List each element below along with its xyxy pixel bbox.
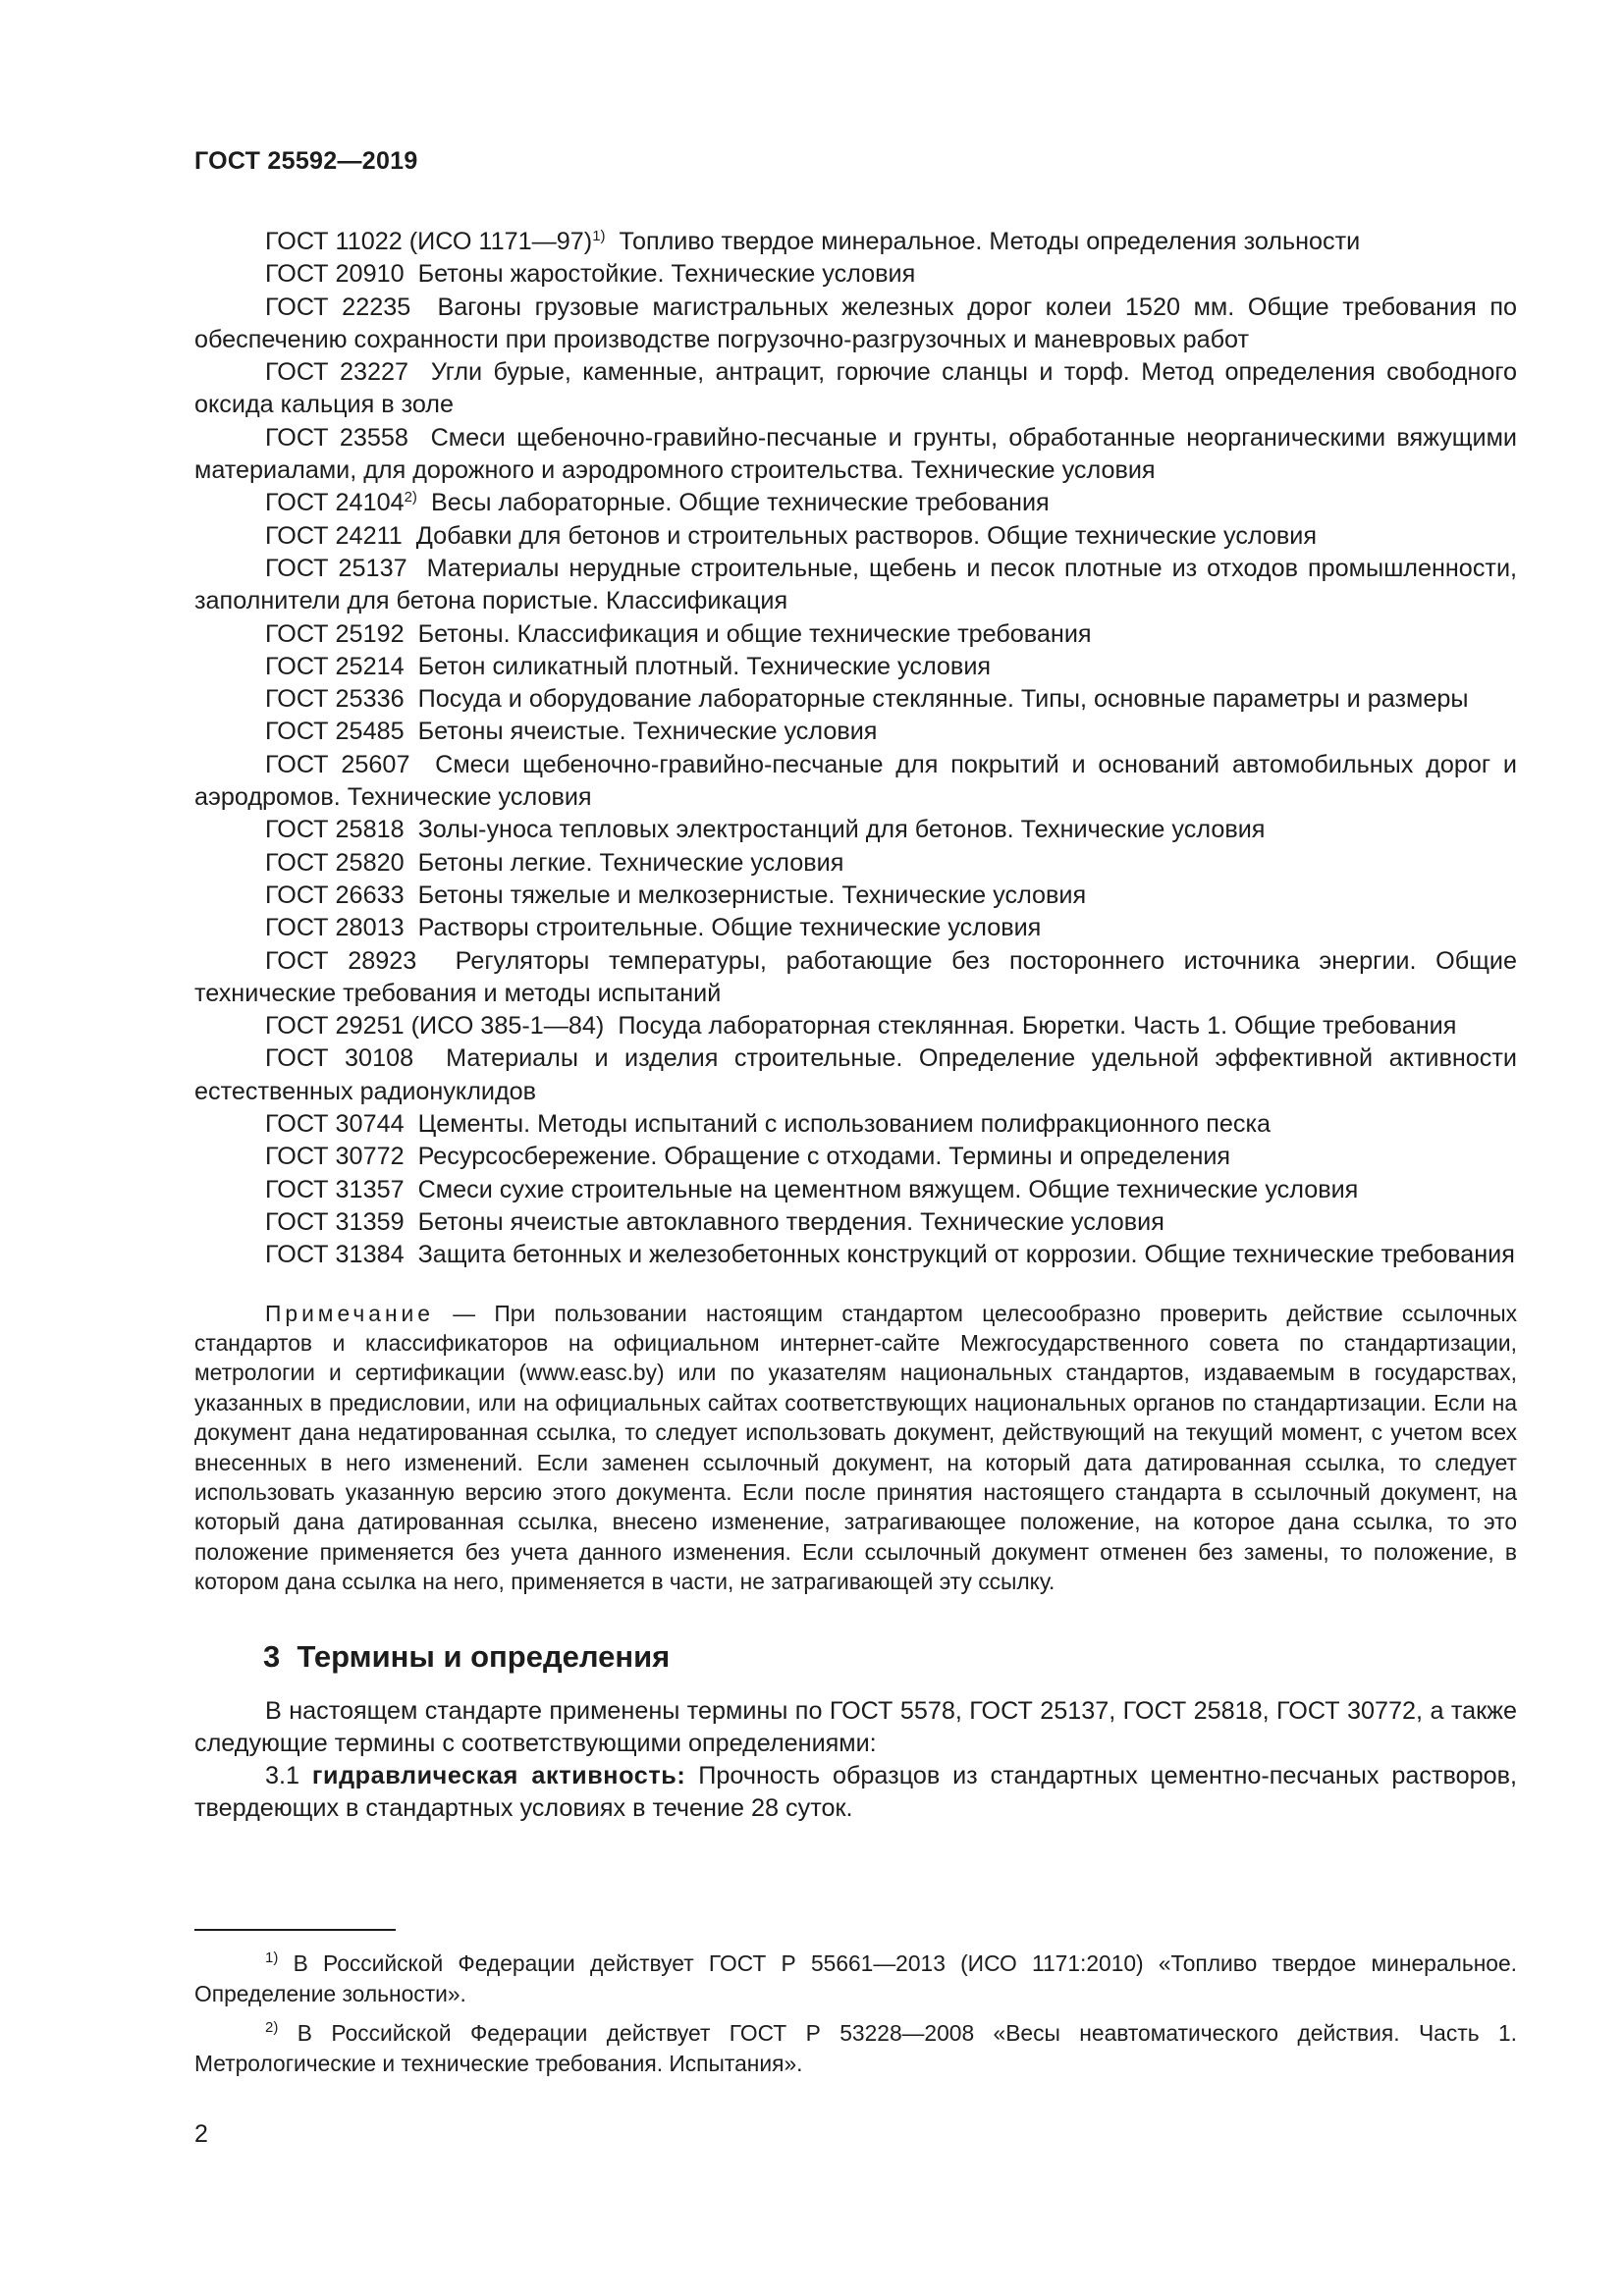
reference-item [194, 1108, 1517, 1141]
term-name: гидравлическая активность: [311, 1762, 686, 1790]
reference-code: ГОСТ 28013 [265, 914, 405, 942]
footnote [194, 1949, 1517, 2009]
reference-code: ГОСТ 25818 [265, 816, 405, 844]
reference-item [194, 716, 1517, 748]
reference-title: Цементы. Методы испытаний с использованием полифракционного песка [417, 1110, 1272, 1139]
reference-item [194, 912, 1517, 944]
page-number: 2 [194, 2120, 208, 2148]
page-content [194, 226, 1517, 1826]
reference-code: ГОСТ 26633 [265, 881, 405, 909]
footnote-mark: 2) [404, 489, 417, 507]
footnote-mark: 1) [265, 1949, 279, 1966]
reference-title: Смеси сухие строительные на цементном вяжущем. Общие технические условия [417, 1175, 1359, 1203]
reference-code: ГОСТ 28923 [265, 946, 417, 975]
reference-title: Бетоны ячеистые автоклавного твердения. Технические условия [417, 1207, 1164, 1236]
reference-code: ГОСТ 25336 [265, 685, 405, 714]
reference-code: ГОСТ 31359 [265, 1207, 405, 1236]
reference-title: Ресурсосбережение. Обращение с отходами. Термины и определения [417, 1143, 1231, 1171]
reference-item [194, 356, 1517, 422]
reference-code: ГОСТ 25192 [265, 619, 405, 648]
note-label: Примечание [265, 1300, 434, 1326]
reference-item [194, 1239, 1517, 1271]
reference-code: ГОСТ 23227 [265, 358, 409, 387]
reference-title: Регуляторы температуры, работающие без постороннего источника энергии. Общие технические требования и методы испытаний [194, 946, 1518, 1007]
reference-item [194, 814, 1517, 846]
term-text: Прочность образцов из стандартных цементно-песчаных растворов, твердеющих в стандартных условиях в течение 28 суток. [194, 1762, 1517, 1823]
reference-code: ГОСТ 23558 [265, 423, 408, 452]
reference-item [194, 1206, 1517, 1239]
reference-code: ГОСТ 25214 [265, 652, 405, 680]
reference-item [194, 520, 1517, 553]
reference-title: Материалы нерудные строительные, щебень и песок плотные из отходов промышленности, заполнители для бетона пористые. Классификация [194, 554, 1518, 615]
reference-code: ГОСТ 25820 [265, 848, 405, 877]
reference-item [194, 749, 1517, 815]
term-number: 3.1 [265, 1762, 300, 1790]
reference-title: Золы-уноса тепловых электростанций для бетонов. Технические условия [417, 816, 1266, 844]
reference-title: Материалы и изделия строительные. Определение удельной эффективной активности естественных радионуклидов [194, 1044, 1518, 1105]
reference-code: ГОСТ 25607 [265, 750, 410, 778]
reference-code: ГОСТ 30772 [265, 1143, 405, 1171]
reference-code: ГОСТ 24104$^{2)}$ [265, 489, 417, 517]
reference-title: Смеси щебеночно-гравийно-песчаные и грунты, обработанные неорганическими вяжущими материалами, для дорожного и аэродромного строительства. Технические условия [194, 423, 1517, 485]
reference-item [194, 683, 1517, 716]
term-definition [194, 1760, 1517, 1826]
reference-item [194, 1042, 1517, 1108]
reference-code: ГОСТ 11022 (ИСО 1171—97)$^{1)}$ [265, 228, 606, 255]
reference-item [194, 651, 1517, 683]
reference-code: ГОСТ 31357 [265, 1175, 405, 1203]
reference-title: Бетоны ячеистые. Технические условия [417, 718, 878, 746]
reference-item [194, 618, 1517, 651]
reference-code: ГОСТ 29251 (ИСО 385-1—84) [265, 1012, 605, 1041]
reference-item [194, 258, 1517, 291]
reference-item [194, 292, 1517, 357]
reference-title: Смеси щебеночно-гравийно-песчаные для покрытий и оснований автомобильных дорог и аэродромов. Технические условия [194, 750, 1517, 812]
section-title: Термины и определения [297, 1638, 671, 1674]
reference-title: Бетон силикатный плотный. Технические условия [417, 652, 992, 680]
reference-code: ГОСТ 24211 [265, 521, 403, 550]
reference-item [194, 1174, 1517, 1206]
reference-item [194, 422, 1517, 488]
reference-code: ГОСТ 31384 [265, 1241, 405, 1269]
reference-code: ГОСТ 30744 [265, 1110, 405, 1139]
document-id: ГОСТ 25592—2019 [194, 147, 418, 175]
footnote-text: В Российской Федерации действует ГОСТ Р 55661—2013 (ИСО 1171:2010) «Топливо твердое минеральное. Определение зольности». [194, 1950, 1518, 2006]
reference-title: Угли бурые, каменные, антрацит, горючие сланцы и торф. Метод определения свободного оксида кальция в золе [194, 358, 1518, 419]
reference-item [194, 226, 1517, 258]
reference-title: Посуда и оборудование лабораторные стеклянные. Типы, основные параметры и размеры [417, 685, 1469, 714]
note-text: — При пользовании настоящим стандартом целесообразно проверить действие ссылочных стандартов и классификаторов на официальном интернет-сайте Межгосударственного совета по стандартизации, метрологии и сертификации (www.easc.by) или по указателям национальных стандартов, издаваемым в государствах, указанных в предисловии, или на официальных сайтах соответствующих национальных органов по стандартизации. Если на документ дана недатированная ссылка, то следует использовать документ, действующий на текущий момент, с учетом всех внесенных в него изменений. Если заменен ссылочный документ, на который дата датированная ссылка, то следует использовать указанную версию этого документа. Если после принятия настоящего стандарта в ссылочный документ, на который дана датированная ссылка, внесено изменение, затрагивающее положение, на которое дана ссылка, то это положение применяется без учета данного изменения. Если ссылочный документ отменен без замены, то положение, в котором дана ссылка на него, применяется в части, не затрагивающей эту ссылку. [194, 1300, 1517, 1595]
reference-title: Добавки для бетонов и строительных растворов. Общие технические условия [415, 521, 1317, 550]
reference-item [194, 847, 1517, 880]
reference-title: Бетоны легкие. Технические условия [417, 848, 844, 877]
footnote [194, 2018, 1517, 2079]
footnote-mark: 2) [265, 2019, 279, 2036]
page-header [194, 147, 418, 176]
reference-code: ГОСТ 20910 [265, 260, 405, 289]
footnote-divider [194, 1929, 396, 1931]
footnote-mark: 1) [592, 228, 606, 244]
reference-title: Весы лабораторные. Общие технические требования [430, 489, 1050, 517]
reference-item [194, 553, 1517, 618]
reference-item [194, 880, 1517, 912]
reference-item [194, 487, 1517, 519]
section-heading [194, 1636, 1517, 1678]
reference-title: Вагоны грузовые магистральных железных дорог колеи 1520 мм. Общие требования по обеспечению сохранности при производстве погрузочно-разгрузочных и маневровых работ [194, 293, 1518, 353]
reference-title: Растворы строительные. Общие технические условия [417, 914, 1042, 942]
reference-title: Бетоны тяжелые и мелкозернистые. Технические условия [417, 881, 1087, 909]
reference-title: Защита бетонных и железобетонных конструкций от коррозии. Общие технические требования [417, 1241, 1515, 1269]
footnote-text: В Российской Федерации действует ГОСТ Р 53228—2008 «Весы неавтоматического действия. Часть 1. Метрологические и технические требования. Испытания». [194, 2020, 1517, 2076]
reference-item [194, 1010, 1517, 1042]
reference-title: Бетоны. Классификация и общие технические требования [417, 619, 1092, 648]
section-number: 3 [263, 1638, 281, 1674]
note-block [194, 1299, 1517, 1597]
reference-code: ГОСТ 25137 [265, 554, 407, 582]
reference-item [194, 1141, 1517, 1173]
section-intro: В настоящем стандарте применены термины по ГОСТ 5578, ГОСТ 25137, ГОСТ 25818, ГОСТ 30772, а также следующие термины с соответствующими определениями: [194, 1696, 1517, 1757]
reference-title: Посуда лабораторная стеклянная. Бюретки. Часть 1. Общие требования [618, 1012, 1457, 1041]
reference-title: Бетоны жаростойкие. Технические условия [417, 260, 916, 289]
reference-code: ГОСТ 22235 [265, 293, 411, 321]
reference-title: Топливо твердое минеральное. Методы определения зольности [619, 228, 1361, 255]
reference-item [194, 945, 1517, 1011]
reference-code: ГОСТ 30108 [265, 1044, 414, 1073]
reference-code: ГОСТ 25485 [265, 718, 405, 746]
footnotes [194, 1949, 1517, 2088]
references-list [194, 226, 1517, 1272]
